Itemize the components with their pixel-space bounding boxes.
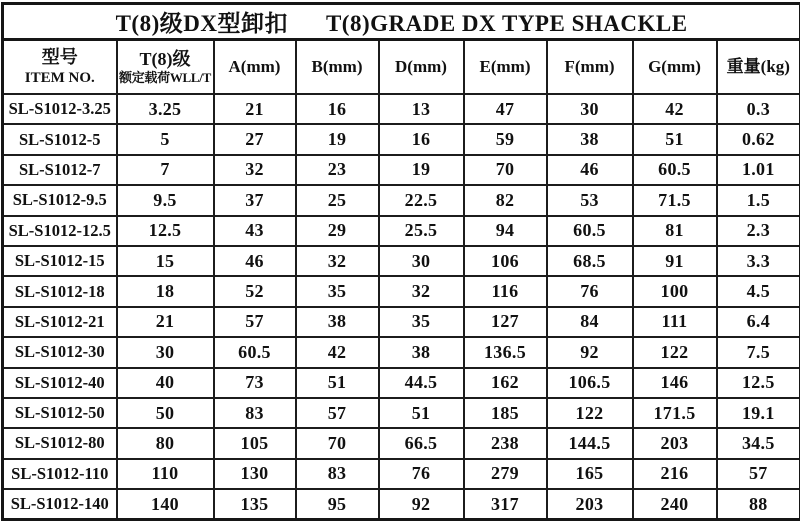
table-row bbox=[3, 216, 800, 246]
value-cell: 52 bbox=[214, 276, 296, 306]
value-cell: 44.5 bbox=[379, 368, 464, 398]
item-no-cell: SL-S1012-7 bbox=[3, 155, 117, 185]
value-cell: 46 bbox=[214, 246, 296, 276]
item-no-cell: SL-S1012-40 bbox=[3, 368, 117, 398]
table-row bbox=[3, 94, 800, 124]
value-cell: 50 bbox=[117, 398, 214, 428]
value-cell: 110 bbox=[117, 459, 214, 489]
value-cell: 73 bbox=[214, 368, 296, 398]
value-cell: 7 bbox=[117, 155, 214, 185]
value-cell: 70 bbox=[296, 428, 379, 458]
col-header-item-no-en: ITEM NO. bbox=[4, 69, 116, 88]
value-cell: 106 bbox=[464, 246, 547, 276]
value-cell: 216 bbox=[633, 459, 717, 489]
title-english: T(8)GRADE DX TYPE SHACKLE bbox=[326, 11, 688, 36]
value-cell: 1.5 bbox=[717, 185, 800, 215]
value-cell: 29 bbox=[296, 216, 379, 246]
value-cell: 35 bbox=[296, 276, 379, 306]
value-cell: 106.5 bbox=[547, 368, 633, 398]
value-cell: 9.5 bbox=[117, 185, 214, 215]
value-cell: 42 bbox=[296, 337, 379, 367]
shackle-spec-table bbox=[1, 2, 800, 521]
value-cell: 32 bbox=[214, 155, 296, 185]
table-row bbox=[3, 246, 800, 276]
value-cell: 66.5 bbox=[379, 428, 464, 458]
value-cell: 32 bbox=[296, 246, 379, 276]
item-no-cell: SL-S1012-9.5 bbox=[3, 185, 117, 215]
col-header-wll-load: 额定载荷WLL/T bbox=[118, 70, 213, 86]
value-cell: 38 bbox=[296, 307, 379, 337]
item-no-cell: SL-S1012-140 bbox=[3, 489, 117, 520]
value-cell: 122 bbox=[633, 337, 717, 367]
value-cell: 38 bbox=[547, 124, 633, 154]
value-cell: 203 bbox=[547, 489, 633, 520]
value-cell: 203 bbox=[633, 428, 717, 458]
value-cell: 136.5 bbox=[464, 337, 547, 367]
table-row bbox=[3, 185, 800, 215]
table-row bbox=[3, 337, 800, 367]
table-row bbox=[3, 489, 800, 520]
item-no-cell: SL-S1012-21 bbox=[3, 307, 117, 337]
value-cell: 3.3 bbox=[717, 246, 800, 276]
table-row bbox=[3, 124, 800, 154]
value-cell: 6.4 bbox=[717, 307, 800, 337]
table-row bbox=[3, 368, 800, 398]
value-cell: 15 bbox=[117, 246, 214, 276]
header-row bbox=[3, 40, 800, 95]
value-cell: 130 bbox=[214, 459, 296, 489]
item-no-cell: SL-S1012-30 bbox=[3, 337, 117, 367]
value-cell: 37 bbox=[214, 185, 296, 215]
value-cell: 71.5 bbox=[633, 185, 717, 215]
item-no-cell: SL-S1012-110 bbox=[3, 459, 117, 489]
value-cell: 38 bbox=[379, 337, 464, 367]
col-header-wll-grade: T(8)级 bbox=[118, 48, 213, 71]
value-cell: 92 bbox=[379, 489, 464, 520]
value-cell: 35 bbox=[379, 307, 464, 337]
value-cell: 47 bbox=[464, 94, 547, 124]
value-cell: 13 bbox=[379, 94, 464, 124]
value-cell: 279 bbox=[464, 459, 547, 489]
table-row bbox=[3, 307, 800, 337]
title-row bbox=[3, 4, 800, 40]
value-cell: 111 bbox=[633, 307, 717, 337]
value-cell: 12.5 bbox=[717, 368, 800, 398]
value-cell: 76 bbox=[547, 276, 633, 306]
value-cell: 122 bbox=[547, 398, 633, 428]
value-cell: 171.5 bbox=[633, 398, 717, 428]
value-cell: 21 bbox=[117, 307, 214, 337]
value-cell: 60.5 bbox=[547, 216, 633, 246]
value-cell: 18 bbox=[117, 276, 214, 306]
value-cell: 238 bbox=[464, 428, 547, 458]
value-cell: 3.25 bbox=[117, 94, 214, 124]
page-title bbox=[3, 4, 800, 40]
value-cell: 4.5 bbox=[717, 276, 800, 306]
value-cell: 144.5 bbox=[547, 428, 633, 458]
value-cell: 7.5 bbox=[717, 337, 800, 367]
value-cell: 43 bbox=[214, 216, 296, 246]
value-cell: 94 bbox=[464, 216, 547, 246]
value-cell: 60.5 bbox=[633, 155, 717, 185]
value-cell: 84 bbox=[547, 307, 633, 337]
value-cell: 92 bbox=[547, 337, 633, 367]
value-cell: 19 bbox=[296, 124, 379, 154]
value-cell: 30 bbox=[379, 246, 464, 276]
col-header-b: B(mm) bbox=[296, 40, 379, 95]
table-row bbox=[3, 428, 800, 458]
col-header-item-no bbox=[3, 40, 117, 95]
value-cell: 60.5 bbox=[214, 337, 296, 367]
value-cell: 25 bbox=[296, 185, 379, 215]
value-cell: 25.5 bbox=[379, 216, 464, 246]
value-cell: 51 bbox=[296, 368, 379, 398]
value-cell: 95 bbox=[296, 489, 379, 520]
value-cell: 135 bbox=[214, 489, 296, 520]
value-cell: 91 bbox=[633, 246, 717, 276]
value-cell: 30 bbox=[547, 94, 633, 124]
value-cell: 32 bbox=[379, 276, 464, 306]
item-no-cell: SL-S1012-15 bbox=[3, 246, 117, 276]
item-no-cell: SL-S1012-12.5 bbox=[3, 216, 117, 246]
value-cell: 162 bbox=[464, 368, 547, 398]
col-header-f: F(mm) bbox=[547, 40, 633, 95]
value-cell: 165 bbox=[547, 459, 633, 489]
value-cell: 140 bbox=[117, 489, 214, 520]
table-row bbox=[3, 155, 800, 185]
value-cell: 185 bbox=[464, 398, 547, 428]
value-cell: 27 bbox=[214, 124, 296, 154]
item-no-cell: SL-S1012-3.25 bbox=[3, 94, 117, 124]
item-no-cell: SL-S1012-80 bbox=[3, 428, 117, 458]
value-cell: 240 bbox=[633, 489, 717, 520]
value-cell: 83 bbox=[296, 459, 379, 489]
col-header-a: A(mm) bbox=[214, 40, 296, 95]
table-body bbox=[3, 94, 800, 520]
value-cell: 22.5 bbox=[379, 185, 464, 215]
value-cell: 40 bbox=[117, 368, 214, 398]
value-cell: 105 bbox=[214, 428, 296, 458]
value-cell: 0.3 bbox=[717, 94, 800, 124]
value-cell: 88 bbox=[717, 489, 800, 520]
value-cell: 34.5 bbox=[717, 428, 800, 458]
value-cell: 42 bbox=[633, 94, 717, 124]
value-cell: 57 bbox=[296, 398, 379, 428]
value-cell: 1.01 bbox=[717, 155, 800, 185]
value-cell: 23 bbox=[296, 155, 379, 185]
value-cell: 57 bbox=[717, 459, 800, 489]
col-header-wll bbox=[117, 40, 214, 95]
value-cell: 59 bbox=[464, 124, 547, 154]
value-cell: 16 bbox=[379, 124, 464, 154]
value-cell: 51 bbox=[379, 398, 464, 428]
item-no-cell: SL-S1012-5 bbox=[3, 124, 117, 154]
item-no-cell: SL-S1012-50 bbox=[3, 398, 117, 428]
value-cell: 19.1 bbox=[717, 398, 800, 428]
col-header-g: G(mm) bbox=[633, 40, 717, 95]
table-row bbox=[3, 398, 800, 428]
col-header-d: D(mm) bbox=[379, 40, 464, 95]
value-cell: 146 bbox=[633, 368, 717, 398]
value-cell: 127 bbox=[464, 307, 547, 337]
col-header-item-no-cn: 型号 bbox=[4, 46, 116, 69]
value-cell: 0.62 bbox=[717, 124, 800, 154]
col-header-e: E(mm) bbox=[464, 40, 547, 95]
value-cell: 16 bbox=[296, 94, 379, 124]
value-cell: 2.3 bbox=[717, 216, 800, 246]
value-cell: 317 bbox=[464, 489, 547, 520]
value-cell: 100 bbox=[633, 276, 717, 306]
value-cell: 51 bbox=[633, 124, 717, 154]
value-cell: 80 bbox=[117, 428, 214, 458]
value-cell: 30 bbox=[117, 337, 214, 367]
value-cell: 76 bbox=[379, 459, 464, 489]
value-cell: 21 bbox=[214, 94, 296, 124]
value-cell: 68.5 bbox=[547, 246, 633, 276]
table-row bbox=[3, 276, 800, 306]
table-row bbox=[3, 459, 800, 489]
col-header-weight: 重量(kg) bbox=[717, 40, 800, 95]
value-cell: 46 bbox=[547, 155, 633, 185]
item-no-cell: SL-S1012-18 bbox=[3, 276, 117, 306]
value-cell: 57 bbox=[214, 307, 296, 337]
value-cell: 53 bbox=[547, 185, 633, 215]
value-cell: 82 bbox=[464, 185, 547, 215]
value-cell: 70 bbox=[464, 155, 547, 185]
value-cell: 83 bbox=[214, 398, 296, 428]
value-cell: 19 bbox=[379, 155, 464, 185]
title-chinese: T(8)级DX型卸扣 bbox=[116, 11, 288, 36]
value-cell: 12.5 bbox=[117, 216, 214, 246]
value-cell: 116 bbox=[464, 276, 547, 306]
value-cell: 81 bbox=[633, 216, 717, 246]
value-cell: 5 bbox=[117, 124, 214, 154]
